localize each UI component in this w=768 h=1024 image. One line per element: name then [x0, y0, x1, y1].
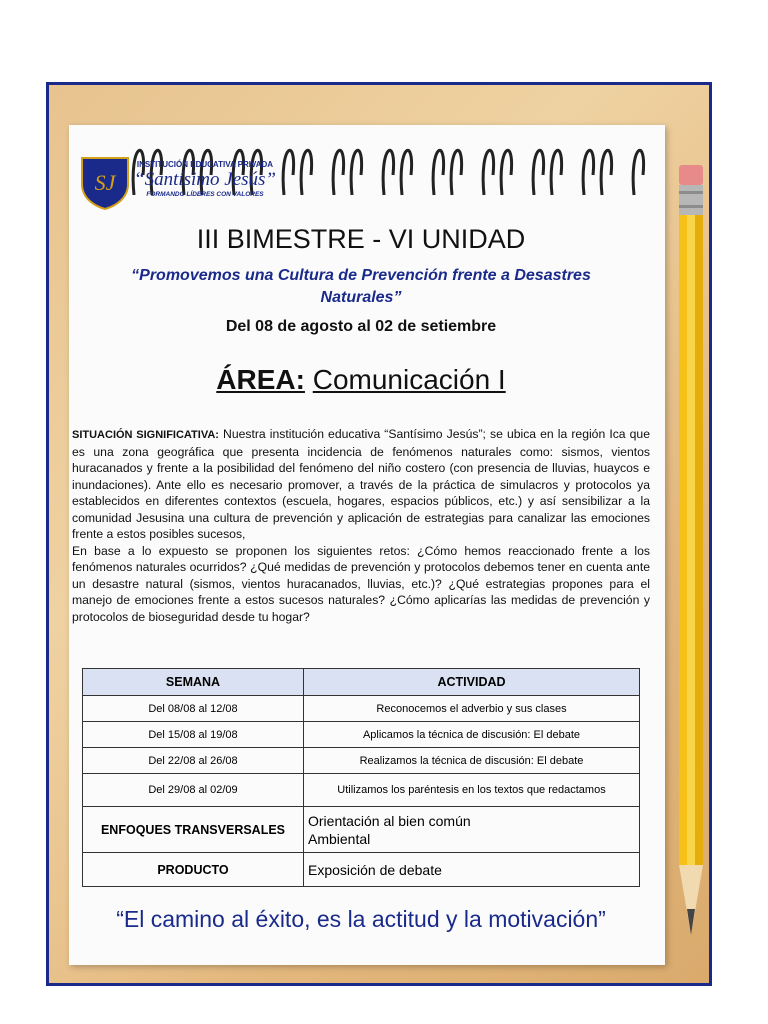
week-cell: Del 08/08 al 12/08 [83, 696, 304, 722]
activity-cell: Utilizamos los paréntesis en los textos que redactamos [304, 774, 640, 807]
week-cell: Del 29/08 al 02/09 [83, 774, 304, 807]
schedule-table [82, 668, 640, 887]
situation-text: Nuestra institución educativa “Santísimo Jesús”; se ubica en la región Ica que es una zona geográfica que presenta incidencia de fenómenos naturales como: sismos, vientos huracanados y frente a la posibilidad del fenómeno del niño costero (con presencia de lluvias, huaycos e inundaciones). Ante ello es necesario promover, a través de la práctica de simulacros y protocolos ya establecidos en diferentes contextos (escuela, hogares, espacios públicos, etc.) y así sensibilizar a la comunidad Jesusina una cultura de prevención y aplicación de estrategias para canalizar las emociones frente a estos posibles sucesos, [72, 427, 650, 541]
logo-block [130, 160, 280, 198]
header-semana: SEMANA [83, 669, 304, 696]
activity-cell: Reconocemos el adverbio y sus clases [304, 696, 640, 722]
producto-label: PRODUCTO [83, 853, 304, 887]
table-header-row [83, 669, 640, 696]
table-row [83, 696, 640, 722]
situation-challenges: En base a lo expuesto se proponen los siguientes retos: ¿Cómo hemos reaccionado frente a los fenómenos naturales ocurridos? ¿Qué medidas de prevención y protocolos debemos tener en cuenta ante un desastre natural (sismos, vientos huracanados, lluvias, etc.)? ¿Qué estrategias propones para el manejo de emociones frente a estos sucesos naturales? ¿Cómo aplicarías las medidas de prevención y protocolos de bioseguridad desde tu hogar? [72, 543, 650, 624]
enfoque-value-1: Orientación al bien común [308, 812, 471, 829]
area-label: ÁREA: [216, 364, 305, 395]
table-row [83, 774, 640, 807]
motto: “El camino al éxito, es la actitud y la motivación” [116, 906, 606, 932]
school-crest-icon [80, 154, 130, 210]
enfoque-value-2: Ambiental [308, 830, 371, 847]
enfoques-values [304, 807, 640, 853]
enfoques-label: ENFOQUES TRANSVERSALES [83, 807, 304, 853]
page-title: III BIMESTRE - VI UNIDAD [196, 224, 526, 254]
area-heading [66, 364, 656, 396]
logo-tagline: FORMANDO LÍDERES CON VALORES [146, 191, 264, 198]
pencil-image [673, 165, 709, 945]
unit-subtitle: “Promovemos una Cultura de Prevención frente a Desastres Naturales” [131, 267, 591, 306]
logo-institution: INSTITUCIÓN EDUCATIVA PRIVADA [136, 160, 274, 169]
enfoques-row [83, 807, 640, 853]
table-row [83, 722, 640, 748]
week-cell: Del 15/08 al 19/08 [83, 722, 304, 748]
week-cell: Del 22/08 al 26/08 [83, 748, 304, 774]
situation-label: SITUACIÓN SIGNIFICATIVA: [72, 429, 219, 441]
crest-monogram: SJ [94, 170, 116, 195]
area-value: Comunicación I [312, 364, 506, 395]
producto-value: Exposición de debate [304, 853, 640, 887]
activity-cell: Aplicamos la técnica de discusión: El debate [304, 722, 640, 748]
logo-name: “Santísimo Jesús” [134, 169, 276, 190]
producto-row [83, 853, 640, 887]
header-actividad: ACTIVIDAD [304, 669, 640, 696]
table-row [83, 748, 640, 774]
activity-cell: Realizamos la técnica de discusión: El debate [304, 748, 640, 774]
date-range: Del 08 de agosto al 02 de setiembre [225, 318, 497, 335]
situation-paragraph [72, 426, 650, 625]
